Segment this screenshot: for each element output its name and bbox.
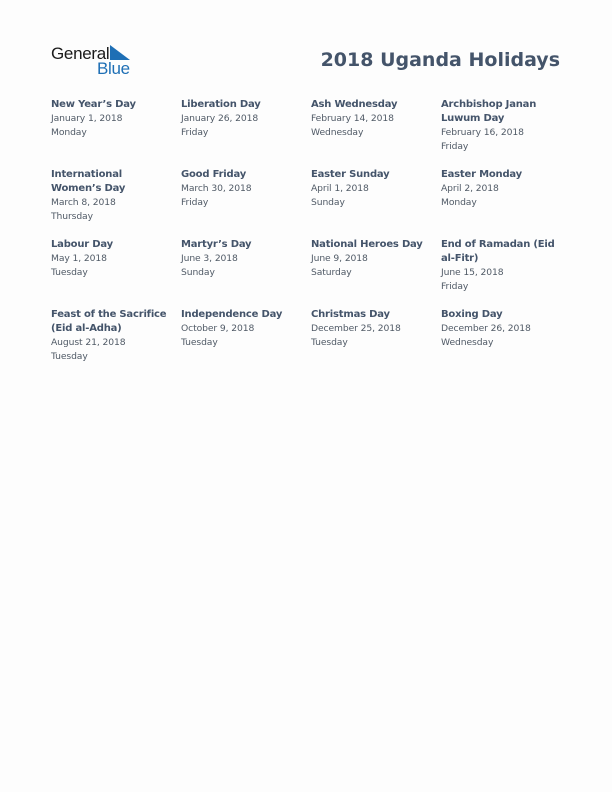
holiday-item xyxy=(51,168,171,224)
logo-word-general: General xyxy=(51,44,110,63)
holiday-name: Easter Monday xyxy=(441,169,522,180)
holiday-date: March 30, 2018 xyxy=(181,183,252,194)
holiday-weekday: Wednesday xyxy=(441,337,494,348)
holiday-name: Ash Wednesday xyxy=(311,99,398,110)
holiday-item xyxy=(441,308,565,350)
holiday-name: Liberation Day xyxy=(181,99,261,110)
holiday-item xyxy=(181,238,305,280)
holiday-date: May 1, 2018 xyxy=(51,253,107,264)
holiday-date: June 15, 2018 xyxy=(441,267,504,278)
holiday-date: April 1, 2018 xyxy=(311,183,369,194)
holiday-item xyxy=(441,238,561,294)
holiday-name: Good Friday xyxy=(181,169,247,180)
holiday-name: New Year’s Day xyxy=(51,99,136,110)
holiday-item xyxy=(51,238,175,280)
holiday-date: December 25, 2018 xyxy=(311,323,401,334)
holiday-item xyxy=(441,168,565,210)
holiday-name: Independence Day xyxy=(181,309,283,320)
holiday-weekday: Tuesday xyxy=(51,351,88,362)
holiday-weekday: Friday xyxy=(181,127,209,138)
holiday-date: April 2, 2018 xyxy=(441,183,499,194)
holiday-date: December 26, 2018 xyxy=(441,323,531,334)
holiday-name: Archbishop Janan Luwum Day xyxy=(441,99,537,124)
holiday-item xyxy=(181,168,305,210)
holiday-date: January 1, 2018 xyxy=(51,113,123,124)
holiday-date: February 14, 2018 xyxy=(311,113,394,124)
holiday-name: Easter Sunday xyxy=(311,169,390,180)
holiday-weekday: Sunday xyxy=(181,267,215,278)
holiday-weekday: Friday xyxy=(181,197,209,208)
holiday-weekday: Saturday xyxy=(311,267,352,278)
holiday-item xyxy=(441,98,561,154)
logo-word-blue: Blue xyxy=(97,59,130,78)
holiday-item xyxy=(311,168,435,210)
holiday-weekday: Tuesday xyxy=(51,267,88,278)
holiday-item xyxy=(311,308,435,350)
holiday-name: International Women’s Day xyxy=(51,169,126,194)
holiday-item xyxy=(311,238,435,280)
holiday-name: Christmas Day xyxy=(311,309,390,320)
holiday-name: Boxing Day xyxy=(441,309,503,320)
holiday-date: June 9, 2018 xyxy=(311,253,368,264)
holiday-date: February 16, 2018 xyxy=(441,127,524,138)
holiday-date: June 3, 2018 xyxy=(181,253,238,264)
holiday-weekday: Friday xyxy=(441,281,469,292)
holiday-date: October 9, 2018 xyxy=(181,323,255,334)
page-title: 2018 Uganda Holidays xyxy=(320,49,560,71)
logo-triangle-icon xyxy=(110,45,130,60)
holiday-weekday: Friday xyxy=(441,141,469,152)
holiday-weekday: Thursday xyxy=(51,211,93,222)
holiday-name: National Heroes Day xyxy=(311,239,423,250)
holiday-weekday: Monday xyxy=(441,197,477,208)
general-blue-logo xyxy=(51,44,141,78)
holiday-date: March 8, 2018 xyxy=(51,197,116,208)
holiday-name: Martyr’s Day xyxy=(181,239,252,250)
holiday-item xyxy=(181,98,305,140)
holiday-item xyxy=(181,308,305,350)
holiday-weekday: Tuesday xyxy=(181,337,218,348)
holiday-date: August 21, 2018 xyxy=(51,337,126,348)
holiday-weekday: Tuesday xyxy=(311,337,348,348)
holiday-name: Labour Day xyxy=(51,239,113,250)
holiday-weekday: Wednesday xyxy=(311,127,364,138)
holiday-weekday: Sunday xyxy=(311,197,345,208)
holiday-date: January 26, 2018 xyxy=(181,113,259,124)
holiday-item xyxy=(51,308,171,364)
holiday-name: Feast of the Sacrifice (Eid al-Adha) xyxy=(51,309,167,334)
holiday-name: End of Ramadan (Eid al-Fitr) xyxy=(441,239,555,264)
holiday-weekday: Monday xyxy=(51,127,87,138)
holiday-item xyxy=(311,98,435,140)
holiday-item xyxy=(51,98,175,140)
